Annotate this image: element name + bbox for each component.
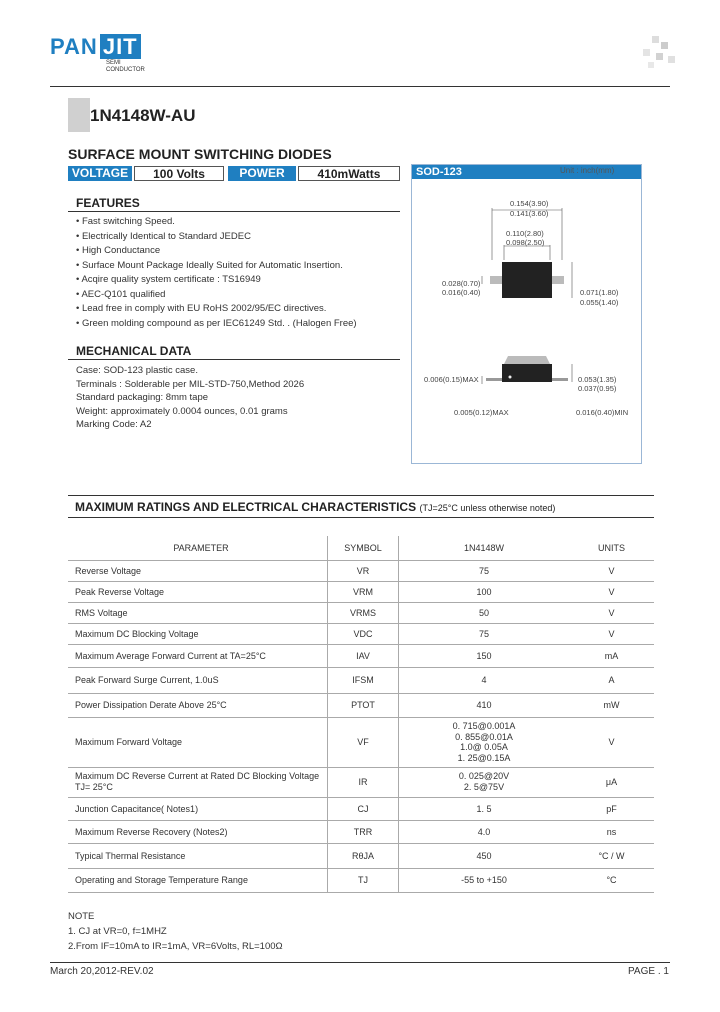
symbol-cell: VR [328, 560, 399, 581]
symbol-cell: VRMS [328, 602, 399, 623]
unit-cell: V [608, 737, 615, 747]
value-cell: 75 [478, 628, 489, 639]
mechanical-title: MECHANICAL DATA [76, 344, 192, 358]
dim-lead-width-max: 0.028(0.70) [442, 279, 481, 288]
value-cell: 100 [476, 586, 492, 597]
ratings-title-text: MAXIMUM RATINGS AND ELECTRICAL CHARACTERISTICS [75, 500, 417, 514]
note-item: 2.From IF=10mA to IR=1mA, VR=6Volts, RL=100Ω [68, 941, 283, 952]
param-cell: Maximum DC Blocking Voltage [75, 628, 199, 639]
table-row [68, 667, 654, 693]
table-row [68, 843, 654, 868]
unit-cell: mA [604, 650, 619, 661]
table-header-row [68, 536, 654, 560]
value-cell: 4 [481, 675, 487, 685]
symbol-cell: TRR [328, 820, 399, 843]
dim-length-max: 0.154(3.90) [510, 199, 549, 208]
symbol-cell: TJ [328, 868, 399, 892]
table-row [68, 797, 654, 820]
table-row [68, 820, 654, 843]
features-rule [68, 211, 400, 212]
ratings-top-rule [68, 495, 654, 496]
unit-cell: A [608, 675, 615, 685]
unit-cell: °C [606, 875, 617, 885]
table-row [68, 767, 654, 797]
symbol-cell: IR [328, 767, 399, 797]
value-cell: 0. 025@20V 2. 5@75V [458, 771, 510, 792]
value-cell: 75 [478, 565, 489, 576]
unit-cell: °C / W [598, 850, 625, 861]
param-cell: Operating and Storage Temperature Range [75, 875, 248, 885]
symbol-cell: VF [328, 717, 399, 767]
dim-lead-thickness: 0.006(0.15)MAX [424, 375, 479, 384]
param-cell: Maximum Average Forward Current at TA=25°C [75, 650, 266, 661]
feature-item: • High Conductance [76, 245, 161, 256]
value-cell: 450 [476, 850, 492, 861]
dim-height-min: 0.037(0.95) [578, 384, 617, 393]
dim-standoff: 0.005(0.12)MAX [454, 408, 509, 417]
table-row [68, 693, 654, 717]
param-cell: Reverse Voltage [75, 565, 142, 576]
dim-lead-width-min: 0.016(0.40) [442, 288, 481, 297]
param-cell: Junction Capacitance( Notes1) [75, 803, 199, 814]
logo-subtitle [106, 60, 145, 74]
footer-rule [50, 962, 670, 963]
unit-cell: ns [606, 826, 617, 837]
symbol-cell: PTOT [328, 693, 399, 717]
voltage-label: VOLTAGE [68, 166, 132, 181]
symbol-cell: RθJA [328, 843, 399, 868]
page-title: 1N4148W-AU [90, 106, 196, 125]
symbol-cell: CJ [328, 797, 399, 820]
logo-jit: JIT [100, 34, 141, 59]
param-cell: Maximum Forward Voltage [75, 737, 183, 747]
mechanical-item: Case: SOD-123 plastic case. [76, 365, 198, 376]
voltage-value: 100 Volts [134, 166, 224, 181]
package-name: SOD-123 [416, 166, 462, 178]
dim-width-max: 0.071(1.80) [580, 288, 619, 297]
value-cell: 1. 5 [476, 803, 492, 814]
logo-sub-conductor: CONDUCTOR [106, 67, 145, 73]
features-list [76, 215, 357, 331]
mechanical-rule [68, 359, 400, 360]
header-value: 1N4148W [463, 542, 505, 553]
symbol-cell: VRM [328, 581, 399, 602]
panjit-logo [50, 34, 141, 60]
power-value: 410mWatts [298, 166, 400, 181]
value-cell: 4.0 [477, 826, 491, 837]
feature-item: • Lead free in comply with EU RoHS 2002/95/EC directives. [76, 303, 327, 314]
symbol-cell: IFSM [328, 667, 399, 693]
package-drawing-icon [412, 180, 641, 460]
param-cell: RMS Voltage [75, 607, 128, 618]
package-unit: Unit : inch(mm) [560, 166, 615, 175]
product-subtitle: SURFACE MOUNT SWITCHING DIODES [68, 146, 332, 162]
header-symbol: SYMBOL [328, 536, 399, 560]
param-cell: Power Dissipation Derate Above 25°C [75, 700, 227, 710]
power-label: POWER [228, 166, 296, 181]
top-rule [50, 86, 670, 87]
ratings-title [75, 500, 555, 514]
header-parameter: PARAMETER [173, 542, 229, 553]
table-row [68, 581, 654, 602]
table-row [68, 868, 654, 892]
note-item: 1. CJ at VR=0, f=1MHZ [68, 926, 167, 937]
mechanical-item: Marking Code: A2 [76, 419, 152, 430]
feature-item: • AEC-Q101 qualified [76, 288, 166, 300]
mechanical-list [76, 364, 304, 432]
unit-cell: V [608, 628, 615, 639]
dim-height-max: 0.053(1.35) [578, 375, 617, 384]
title-marker [68, 98, 90, 132]
dim-length-min: 0.141(3.60) [510, 209, 549, 218]
ratings-condition: (TJ=25°C unless otherwise noted) [419, 503, 556, 513]
symbol-cell: IAV [328, 644, 399, 667]
mechanical-item: Weight: approximately 0.0004 ounces, 0.01 grams [76, 405, 288, 417]
footer-page: PAGE . 1 [628, 966, 669, 977]
table-row [68, 560, 654, 581]
dim-width-min: 0.055(1.40) [580, 298, 619, 307]
feature-item: • Green molding compound as per IEC61249 Std. . (Halogen Free) [76, 317, 357, 329]
unit-cell: pF [606, 803, 617, 814]
dim-lead-length: 0.016(0.40)MIN [576, 408, 629, 417]
value-cell: 410 [476, 700, 492, 710]
footer-date: March 20,2012-REV.02 [50, 966, 154, 977]
table-row [68, 644, 654, 667]
logo-sub-semi: SEMI [106, 60, 121, 66]
value-cell: 150 [476, 650, 492, 661]
notes-title: NOTE [68, 911, 95, 922]
symbol-cell: VDC [328, 623, 399, 644]
unit-cell: mW [603, 700, 620, 710]
dim-body-max: 0.110(2.80) [506, 229, 544, 238]
ratings-bottom-rule [68, 517, 654, 518]
param-cell: Peak Reverse Voltage [75, 586, 165, 597]
param-cell: Maximum Reverse Recovery (Notes2) [75, 826, 228, 837]
mechanical-item: Terminals : Solderable per MIL-STD-750,Method 2026 [76, 378, 305, 390]
ratings-table [68, 536, 654, 893]
param-cell: Maximum DC Reverse Current at Rated DC Blocking Voltage TJ= 25°C [75, 771, 320, 792]
unit-cell: V [608, 565, 615, 576]
decorative-squares-icon [638, 36, 678, 70]
table-row [68, 623, 654, 644]
feature-item: • Surface Mount Package Ideally Suited for Automatic Insertion. [76, 259, 343, 271]
param-cell: Peak Forward Surge Current, 1.0uS [75, 675, 219, 685]
feature-item: • Electrically Identical to Standard JEDEC [76, 230, 251, 242]
dim-body-min: 0.098(2.50) [506, 238, 545, 247]
logo-pan: PAN [50, 34, 98, 59]
param-cell: Typical Thermal Resistance [75, 850, 186, 861]
unit-cell: V [608, 586, 615, 597]
unit-cell: V [608, 607, 615, 618]
value-cell: 50 [478, 607, 489, 618]
mechanical-item: Standard packaging: 8mm tape [76, 392, 209, 403]
header-units: UNITS [598, 542, 625, 553]
table-row [68, 717, 654, 767]
feature-item: • Fast switching Speed. [76, 216, 175, 227]
value-cell: -55 to +150 [461, 875, 507, 885]
value-cell: 0. 715@0.001A 0. 855@0.01A 1.0@ 0.05A 1. 25@0.15A [452, 721, 516, 763]
table-row [68, 602, 654, 623]
unit-cell: μA [605, 777, 618, 787]
feature-item: • Acqire quality system certificate : TS16949 [76, 274, 261, 285]
features-title: FEATURES [76, 196, 140, 210]
